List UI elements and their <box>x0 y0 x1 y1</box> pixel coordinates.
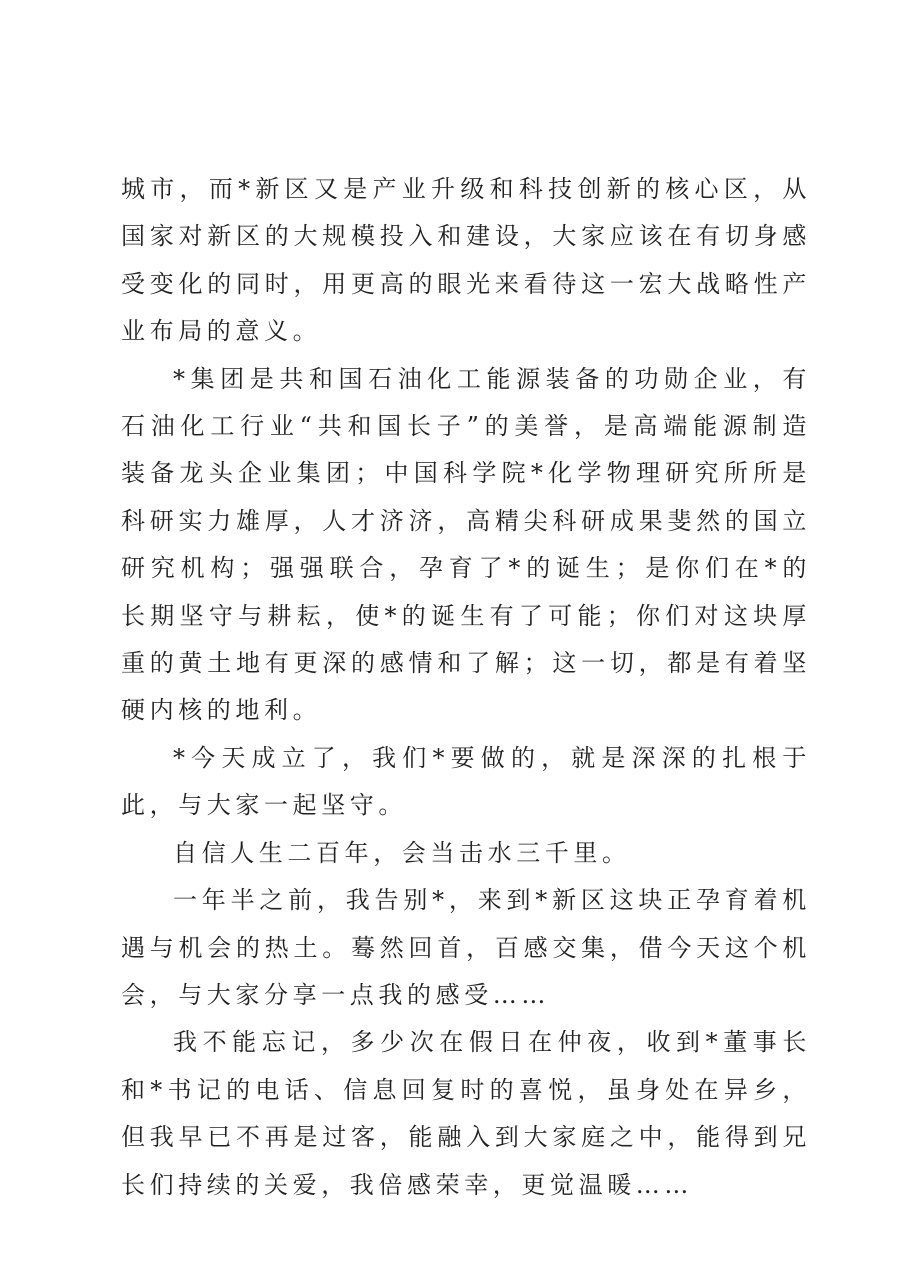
paragraph-5: 一年半之前，我告别*，来到*新区这块正孕育着机遇与机会的热土。蓦然回首，百感交集，借今天这个机会，与大家分享一点我的感受…… <box>121 886 811 1009</box>
paragraph-3: *今天成立了，我们*要做的，就是深深的扎根于此，与大家一起坚守。 <box>121 743 811 820</box>
paragraph-2: *集团是共和国石油化工能源装备的功勋企业，有石油化工行业“共和国长子”的美誉，是高端能源制造装备龙头企业集团；中国科学院*化学物理研究所所是科研实力雄厚，人才济济，高精尖科研成果斐然的国立研究机构；强强联合，孕育了*的诞生；是你们在*的长期坚守与耕耘，使*的诞生有了可能；你们对这块厚重的黄土地有更深的感情和了解；这一切，都是有着坚硬内核的地利。 <box>121 364 811 725</box>
paragraph-4: 自信人生二百年，会当击水三千里。 <box>173 838 631 867</box>
paragraph-1: 城市，而*新区又是产业升级和科技创新的核心区，从国家对新区的大规模投入和建设，大家应该在有切身感受变化的同时，用更高的眼光来看待这一宏大战略性产业布局的意义。 <box>121 175 811 346</box>
paragraph-6: 我不能忘记，多少次在假日在仲夜，收到*董事长和*书记的电话、信息回复时的喜悦，虽身处在异乡，但我早已不再是过客，能融入到大家庭之中，能得到兄长们持续的关爱，我倍感荣幸，更觉温暖…… <box>121 1028 811 1199</box>
body-text <box>121 166 811 1209</box>
